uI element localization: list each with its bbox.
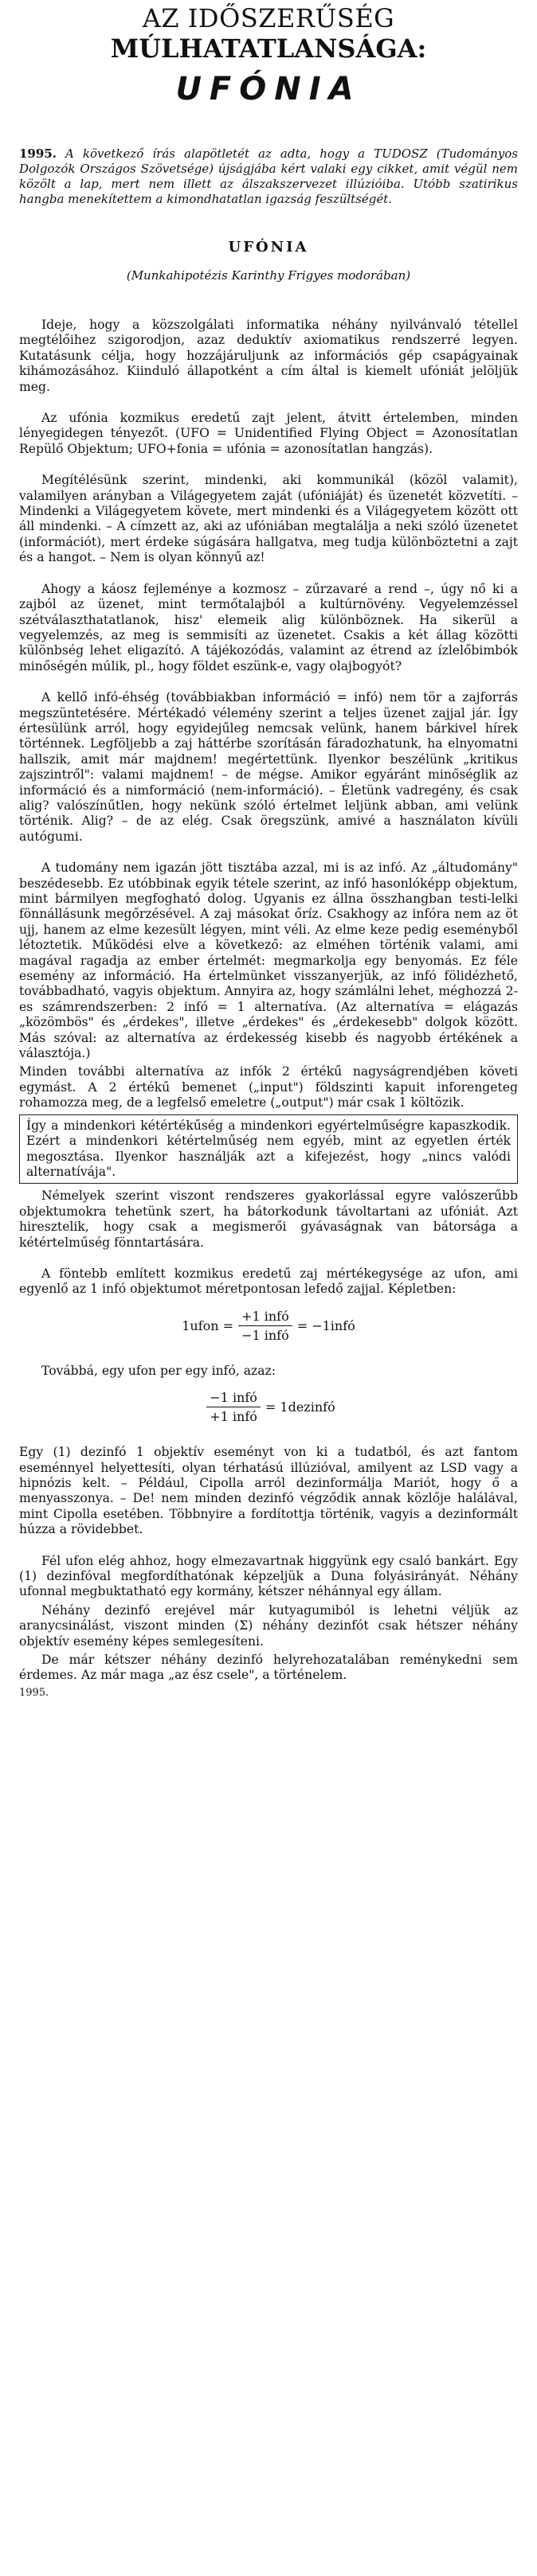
closing-year: 1995. [19,1686,49,1699]
intro-paragraph [19,146,518,207]
boxed-quote: Így a mindenkori kétértékűség a mindenkori egyértelműségre kapaszkodik. Ezért a mindenkori kétértelműség nem egyéb, mint az egyetlen érték megosztása. Ilyenkor használják azt a kifejezést, hogy „nincs valódi alternatívája". [19,1114,518,1185]
formula-2-right: = 1dezinfó [265,1399,335,1415]
paragraph-1: Ideje, hogy a közszolgálati informatika néhány nyilvánvaló tétellel megtélőihez szigorodjon, azaz deduktív axiomatikus rendszerré legyen. Kutatásunk célja, hogy hozzájáruljunk az információs gép csapágyainak kihámozásához. Kiinduló állapotként a cím által is kiemelt ufóniát jelöljük meg. [19,318,518,394]
formula-2-fraction [206,1390,261,1424]
paragraph-3: Megítélésünk szerint, mindenki, aki kommunikál (közöl valamit), valamilyen arányban a Világegyetem zaját (ufóniáját) és üzenetét közvetíti. – Mindenki a Világegyetem követe, mert mindenki és a Világegyetem között ott áll mindenki. – A címzett az, aki az ufóniában megtalálja a neki szóló üzenetet (információt), mert érdeke súgására hallgatva, meg tudja különböztetni a zajt és a hangot. – Nem is olyan könnyű az! [19,473,518,565]
paragraph-14: De már kétszer néhány dezinfó helyrehozatalában reménykedni sem érdemes. Az már maga „az ész csele", a történelem. [19,1653,518,1683]
paragraph-10: Továbbá, egy ufon per egy infó, azaz: [41,1363,276,1378]
formula-2-denominator: +1 infó [210,1409,257,1425]
formula-1-denominator: −1 infó [241,1327,289,1343]
intro-year: 1995. [19,146,57,161]
formula-1-left: 1ufon = [182,1317,234,1333]
paragraph-13: Néhány dezinfó erejével már kutyagumiból is lehetni véljük az aranycsinálást, viszont minden (Σ) néhány dezinfót csak hétszer néhány objektív esemény képes semlegesíteni. [19,1602,518,1649]
paragraph-12: Fél ufon elég ahhoz, hogy elmezavartnak higgyünk egy csaló bankárt. Egy (1) dezinfóval megfordíthatónak képzeljük a Duna folyásirányát. Néhány ufonnal megbuktatható egy kormány, kétszer néhánnyal egy állam. [19,1553,518,1599]
formula-1-right: = −1infó [296,1317,355,1333]
formula-ufon [19,1309,518,1343]
ufonia-logo: UFÓNIA [175,71,362,107]
paragraph-11: Egy (1) dezinfó 1 objektív eseményt von ki a tudatból, és azt fantom eseménnyel helyettesíti, olyan térhatású illúzióval, amilyent az LSD vagy a hipnózis kelt. – Például, Cipolla arról dezinformálja Mariót, hogy ő a menyasszonya. – De! nem minden dezinfó végződik annak közlője halálával, mint Cipolla esetében. Többnyire a fordítottja történik, vagyis a dezinformált húzza a rövidebbet. [19,1445,518,1537]
paragraph-4: Ahogy a káosz fejleménye a kozmosz – zűrzavaré a rend –, úgy nő ki a zajból az üzenet, mint termőtalajból a kultúrnövény. Vegyelemzéssel szétválaszthatatlanok, hisz' elemeik alig különböznek. Ha sikerül a vegyelemzés, az meg is semmisíti az üzenetet. Csakis a két állag közötti különbség lehet eligazító. A tájékozódás, valamint az étrend az ízlelőbimbók minőségén múlik, pl., hogy földet eszünk-e, vagy olajbogyót? [19,581,518,673]
formula-1-numerator: +1 infó [238,1309,292,1326]
formula-1-fraction [238,1309,292,1343]
paragraph-2: Az ufónia kozmikus eredetű zajt jelent, átvitt értelemben, minden lényegidegen tényezőt. (UFO = Unidentified Flying Object = Azonosítatlan Repülő Objektum; UFO+fonia = ufónia = azonosítatlan hangzás). [19,411,518,456]
title-line-1: AZ IDŐSZERŰSÉG [142,3,395,33]
paragraph-5: A kellő infó-éhség (továbbiakban információ = infó) nem tör a zajforrás megszüntetésére. Mértékadó vélemény szerint a teljes üzenet zajjal jár. Így értesülünk arról, hogy egyidejűleg nemcsak velünk, hanem bárkivel hírek történnek. Legföljebb a zaj háttérbe szorításán fáradozhatunk, ha elnyomatni hallszik, amit már majdnem! megértettünk. Ilyenkor beszélünk „kritikus zajszintről": valami majdnem! – de mégse. Amikor egyáránt minőséglik az információ és a nimformáció (nem-információ). – Életünk vadregény, és csak alig? valószínűtlen, hogy nekünk szóló értelmet leljünk abban, ami velünk történik. Alig? – de az elég. Csak öregszünk, amivé a használaton kívüli autógumi. [19,690,518,844]
paragraph-8: Némelyek szerint viszont rendszeres gyakorlással egyre valószerűbb objektumokra tehetünk szert, ha bátorkodunk távoltartani az ufóniát. Azt hiresztelik, hogy csak a megismerői gyávaságnak van bátorsága a kétértelműség fönntartására. [19,1188,518,1250]
article-title: UFÓNIA [228,239,309,256]
formula-dezinfo [19,1390,518,1424]
paragraph-7: Minden további alternatíva az infók 2 értékű nagyságrendjében követi egymást. A 2 értékű bemenet („input") földszinti kapuit inforengeteg rohamozza meg, de a legfelső emeletre („output") már csak 1 költözik. [19,1064,518,1110]
paragraph-6: A tudomány nem igazán jött tisztába azzal, mi is az infó. Az „áltudomány" beszédesebb. Ez utóbbinak egyik tétele szerint, az infó hasonlóképp objektum, mint bármilyen megfogható dolog. Ugyanis ez állna összhangban testi-lelki fönnállásunk megőrzésével. A zaj másokat őríz. Csakhogy az infóra nem az öt ujj, hanem az elme kezesült légyen, mint véli. Az elme keze pedig eseményből létoztetik. Működési elve a következő: az elméhen történik valami, ami magával ragadja az ember értelmét: megmarkolja egy benyomás. Ez féle esemény az információ. Ha értelmünket visszanyerjük, az infó fölidézhető, továbbadható, vagyis objektum. Annyira az, hogy számlálni lehet, méghozzá 2-es számrendszerben: 2 infó = 1 alternatíva. (Az alternatíva = elágazás „közömbös" és „érdekes", illetve „érdekes" és „érdekesebb" dolgok között. Más szóval: az alternatíva az érdekesség kisebb és nagyobb értékének a választója.) [19,861,518,1061]
paragraph-9: A föntebb említett kozmikus eredetű zaj mértékegysége az ufon, ami egyenlő az 1 infó objektumot méretpontosan lefedő zajjal. Képletben: [19,1266,518,1297]
article-subtitle: (Munkahipotézis Karinthy Frigyes modorában) [126,268,411,283]
intro-text: A következő írás alapötletét az adta, hogy a TUDOSZ (Tudományos Dolgozók Országos Szövetsége) újságjába kért valaki egy cikket, amit végül nem közölt a lap, mert nem illett az álszakszervezet illúzióiba. Utóbb szatirikus hangba menekítettem a kimondhatatlan igazság feszültségét. [19,146,518,206]
title-line-2: MÚLHATATLANSÁGA: [110,33,427,64]
formula-2-numerator: −1 infó [206,1390,261,1407]
